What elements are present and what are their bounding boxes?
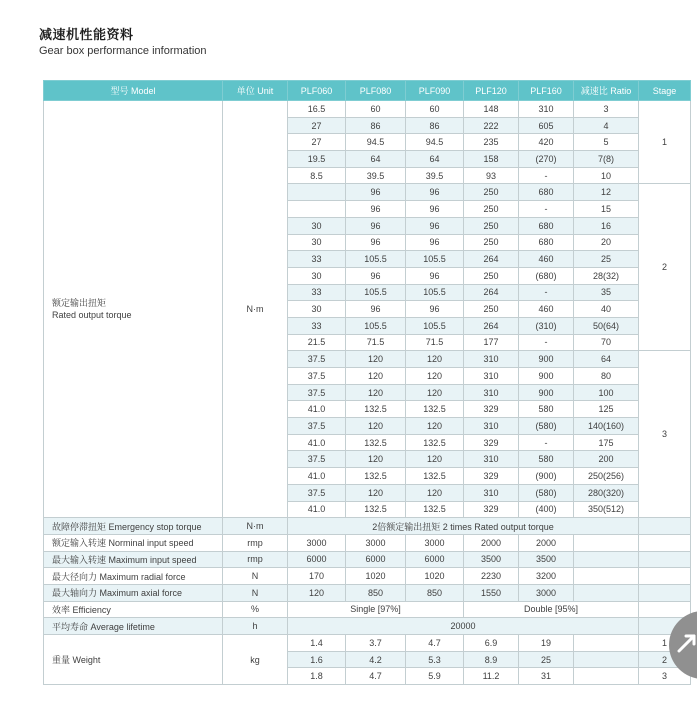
torque-value-cell: 94.5	[406, 134, 464, 151]
torque-value-cell: 10	[574, 167, 639, 184]
torque-value-cell: 105.5	[346, 317, 406, 334]
torque-row-label	[44, 101, 223, 518]
spec-value-cell: 6000	[406, 551, 464, 568]
spec-label-cell: 最大径向力 Maximum radial force	[44, 568, 223, 585]
empty-ratio-cell	[574, 668, 639, 685]
table-row	[44, 518, 691, 535]
torque-value-cell: 30	[288, 217, 346, 234]
torque-value-cell: 680	[519, 184, 574, 201]
torque-value-cell: -	[519, 284, 574, 301]
torque-value-cell: 264	[464, 317, 519, 334]
weight-value-cell: 1.6	[288, 651, 346, 668]
empty-ratio-cell	[574, 568, 639, 585]
torque-value-cell: 329	[464, 434, 519, 451]
table-body	[44, 101, 691, 685]
torque-value-cell: 580	[519, 401, 574, 418]
spec-value-cell: 3000	[346, 534, 406, 551]
torque-value-cell: 37.5	[288, 451, 346, 468]
torque-value-cell: 350(512)	[574, 501, 639, 518]
torque-value-cell: 60	[406, 101, 464, 118]
torque-value-cell: 310	[464, 368, 519, 385]
torque-value-cell: 420	[519, 134, 574, 151]
torque-value-cell: (580)	[519, 418, 574, 435]
stage-number-cell: 3	[639, 351, 691, 518]
torque-value-cell: 105.5	[406, 317, 464, 334]
torque-value-cell: 37.5	[288, 384, 346, 401]
torque-value-cell: 21.5	[288, 334, 346, 351]
torque-value-cell: 132.5	[406, 401, 464, 418]
torque-value-cell: 120	[346, 351, 406, 368]
torque-value-cell: 96	[346, 201, 406, 218]
col-header-plf090: PLF090	[406, 81, 464, 101]
torque-value-cell: (310)	[519, 317, 574, 334]
torque-value-cell: 680	[519, 217, 574, 234]
spec-value-cell: 3000	[519, 584, 574, 601]
torque-value-cell: 310	[464, 484, 519, 501]
torque-value-cell: 280(320)	[574, 484, 639, 501]
table-row	[44, 551, 691, 568]
torque-value-cell: 250	[464, 217, 519, 234]
spec-value-cell: 6000	[288, 551, 346, 568]
spec-value-cell: 1020	[406, 568, 464, 585]
spec-value-cell: 3000	[288, 534, 346, 551]
emergency-value-cell: 2倍额定输出扭矩 2 times Rated output torque	[288, 518, 639, 535]
torque-value-cell: 96	[346, 267, 406, 284]
torque-value-cell: 64	[406, 151, 464, 168]
spec-label-cell: 最大轴向力 Maximum axial force	[44, 584, 223, 601]
torque-value-cell: 680	[519, 234, 574, 251]
torque-value-cell: 40	[574, 301, 639, 318]
torque-label-en: Rated output torque	[52, 310, 132, 321]
weight-value-cell: 19	[519, 635, 574, 652]
torque-value-cell: 310	[464, 351, 519, 368]
weight-value-cell: 4.7	[406, 635, 464, 652]
torque-value-cell: 33	[288, 251, 346, 268]
spec-unit-cell: rmp	[223, 551, 288, 568]
weight-value-cell: 11.2	[464, 668, 519, 685]
spec-label-cell: 最大输入转速 Maximum input speed	[44, 551, 223, 568]
torque-value-cell: 19.5	[288, 151, 346, 168]
torque-value-cell: 41.0	[288, 434, 346, 451]
torque-value-cell: 132.5	[346, 501, 406, 518]
weight-label-cell: 重量 Weight	[44, 635, 223, 685]
torque-value-cell: 329	[464, 401, 519, 418]
torque-value-cell: 132.5	[346, 468, 406, 485]
torque-value-cell: 94.5	[346, 134, 406, 151]
spec-unit-cell: rmp	[223, 534, 288, 551]
empty-ratio-cell	[574, 635, 639, 652]
torque-value-cell: 105.5	[406, 284, 464, 301]
torque-value-cell: 132.5	[406, 501, 464, 518]
weight-value-cell: 8.9	[464, 651, 519, 668]
torque-value-cell: 132.5	[406, 468, 464, 485]
torque-value-cell: 250	[464, 234, 519, 251]
weight-stage-cell: 1	[639, 635, 691, 652]
weight-value-cell: 4.7	[346, 668, 406, 685]
torque-value-cell: 132.5	[346, 401, 406, 418]
torque-value-cell: 177	[464, 334, 519, 351]
torque-value-cell: 93	[464, 167, 519, 184]
spec-value-cell: 3500	[464, 551, 519, 568]
torque-value-cell: 12	[574, 184, 639, 201]
torque-value-cell: -	[519, 434, 574, 451]
spec-value-cell: 3200	[519, 568, 574, 585]
torque-value-cell: 33	[288, 317, 346, 334]
table-row	[44, 534, 691, 551]
torque-value-cell: 30	[288, 301, 346, 318]
torque-value-cell: 96	[346, 184, 406, 201]
table-header	[44, 81, 691, 101]
torque-value-cell: 60	[346, 101, 406, 118]
torque-value-cell: -	[519, 167, 574, 184]
torque-value-cell: 120	[406, 351, 464, 368]
torque-value-cell: 120	[346, 384, 406, 401]
torque-value-cell: 222	[464, 117, 519, 134]
torque-value-cell: 96	[346, 234, 406, 251]
torque-value-cell: 264	[464, 251, 519, 268]
torque-value-cell: 33	[288, 284, 346, 301]
torque-value-cell: 39.5	[346, 167, 406, 184]
col-header-plf080: PLF080	[346, 81, 406, 101]
weight-stage-cell: 3	[639, 668, 691, 685]
torque-value-cell: 310	[464, 418, 519, 435]
torque-value-cell: 125	[574, 401, 639, 418]
torque-unit-cell: N·m	[223, 101, 288, 518]
torque-value-cell: 20	[574, 234, 639, 251]
torque-value-cell: 30	[288, 267, 346, 284]
torque-value-cell: 41.0	[288, 501, 346, 518]
efficiency-label-cell: 效率 Efficiency	[44, 601, 223, 618]
empty-ratio-cell	[574, 534, 639, 551]
torque-value-cell: 105.5	[346, 284, 406, 301]
performance-table	[43, 80, 691, 685]
torque-value-cell: 16	[574, 217, 639, 234]
torque-value-cell: 329	[464, 501, 519, 518]
page-subtitle: Gear box performance information	[39, 45, 207, 57]
table-row	[44, 635, 691, 652]
torque-value-cell	[288, 201, 346, 218]
col-header-ratio: 减速比 Ratio	[574, 81, 639, 101]
torque-value-cell: 105.5	[406, 251, 464, 268]
torque-value-cell: 250	[464, 184, 519, 201]
weight-value-cell: 31	[519, 668, 574, 685]
torque-value-cell: 148	[464, 101, 519, 118]
lifetime-unit-cell: h	[223, 618, 288, 635]
weight-value-cell: 6.9	[464, 635, 519, 652]
empty-stage-cell	[639, 518, 691, 535]
torque-value-cell: 175	[574, 434, 639, 451]
torque-value-cell: 35	[574, 284, 639, 301]
torque-value-cell: 16.5	[288, 101, 346, 118]
torque-value-cell: 200	[574, 451, 639, 468]
torque-value-cell: 37.5	[288, 418, 346, 435]
torque-value-cell: 27	[288, 134, 346, 151]
col-header-stage: Stage	[639, 81, 691, 101]
torque-value-cell: 4	[574, 117, 639, 134]
torque-value-cell: 329	[464, 468, 519, 485]
torque-value-cell: 900	[519, 351, 574, 368]
torque-value-cell: 120	[346, 484, 406, 501]
efficiency-double-cell: Double [95%]	[464, 601, 639, 618]
weight-value-cell: 25	[519, 651, 574, 668]
torque-value-cell: 310	[464, 384, 519, 401]
torque-value-cell: 140(160)	[574, 418, 639, 435]
torque-value-cell: 158	[464, 151, 519, 168]
lifetime-value-cell: 20000	[288, 618, 639, 635]
torque-value-cell: 120	[406, 384, 464, 401]
spec-value-cell: 850	[346, 584, 406, 601]
torque-value-cell: 96	[346, 217, 406, 234]
empty-stage-cell	[639, 534, 691, 551]
torque-value-cell: 41.0	[288, 468, 346, 485]
torque-value-cell: 30	[288, 234, 346, 251]
torque-value-cell: 120	[346, 451, 406, 468]
empty-ratio-cell	[574, 651, 639, 668]
weight-stage-cell: 2	[639, 651, 691, 668]
torque-value-cell: (400)	[519, 501, 574, 518]
torque-value-cell: 70	[574, 334, 639, 351]
torque-value-cell: 250	[464, 301, 519, 318]
torque-value-cell: 264	[464, 284, 519, 301]
torque-value-cell: 96	[406, 217, 464, 234]
torque-value-cell: 50(64)	[574, 317, 639, 334]
page-title: 减速机性能资料	[39, 27, 134, 42]
torque-value-cell: 250	[464, 201, 519, 218]
spec-unit-cell: N	[223, 568, 288, 585]
weight-value-cell: 1.4	[288, 635, 346, 652]
stage-number-cell: 2	[639, 184, 691, 351]
torque-value-cell: 105.5	[346, 251, 406, 268]
torque-value-cell: (680)	[519, 267, 574, 284]
weight-value-cell: 3.7	[346, 635, 406, 652]
emergency-label-cell: 故障停滞扭矩 Emergency stop torque	[44, 518, 223, 535]
torque-value-cell: 460	[519, 251, 574, 268]
spec-unit-cell: N	[223, 584, 288, 601]
spec-value-cell: 2230	[464, 568, 519, 585]
torque-value-cell: 64	[574, 351, 639, 368]
torque-value-cell: -	[519, 201, 574, 218]
torque-value-cell: 120	[406, 484, 464, 501]
torque-value-cell: 41.0	[288, 401, 346, 418]
stage-number-cell: 1	[639, 101, 691, 184]
torque-value-cell: 120	[346, 418, 406, 435]
empty-stage-cell	[639, 568, 691, 585]
efficiency-unit-cell: %	[223, 601, 288, 618]
torque-value-cell: 120	[406, 368, 464, 385]
torque-value-cell: 27	[288, 117, 346, 134]
torque-value-cell: 3	[574, 101, 639, 118]
torque-value-cell: 580	[519, 451, 574, 468]
empty-stage-cell	[639, 551, 691, 568]
torque-value-cell: 310	[519, 101, 574, 118]
torque-value-cell: 80	[574, 368, 639, 385]
spec-value-cell: 850	[406, 584, 464, 601]
spec-value-cell: 3500	[519, 551, 574, 568]
empty-stage-cell	[639, 601, 691, 618]
torque-value-cell: 37.5	[288, 351, 346, 368]
torque-value-cell: 120	[346, 368, 406, 385]
torque-value-cell: 96	[406, 184, 464, 201]
torque-value-cell: 96	[346, 301, 406, 318]
table-row	[44, 584, 691, 601]
weight-unit-cell: kg	[223, 635, 288, 685]
torque-value-cell: 460	[519, 301, 574, 318]
spec-value-cell: 1550	[464, 584, 519, 601]
lifetime-label-cell: 平均寿命 Average lifetime	[44, 618, 223, 635]
torque-value-cell: 86	[406, 117, 464, 134]
torque-value-cell	[288, 184, 346, 201]
torque-value-cell: 25	[574, 251, 639, 268]
torque-value-cell: 120	[406, 418, 464, 435]
torque-value-cell: 71.5	[346, 334, 406, 351]
torque-value-cell: 86	[346, 117, 406, 134]
torque-value-cell: 250	[464, 267, 519, 284]
torque-value-cell: 96	[406, 201, 464, 218]
torque-value-cell: 96	[406, 234, 464, 251]
torque-value-cell: (900)	[519, 468, 574, 485]
spec-value-cell: 2000	[519, 534, 574, 551]
spec-value-cell: 170	[288, 568, 346, 585]
col-header-plf120: PLF120	[464, 81, 519, 101]
torque-value-cell: (270)	[519, 151, 574, 168]
torque-value-cell: 28(32)	[574, 267, 639, 284]
spec-value-cell: 1020	[346, 568, 406, 585]
torque-value-cell: 96	[406, 301, 464, 318]
empty-stage-cell	[639, 584, 691, 601]
torque-value-cell: 15	[574, 201, 639, 218]
spec-value-cell: 6000	[346, 551, 406, 568]
table-row	[44, 568, 691, 585]
torque-value-cell: 132.5	[406, 434, 464, 451]
torque-value-cell: 39.5	[406, 167, 464, 184]
torque-value-cell: 900	[519, 384, 574, 401]
torque-value-cell: 310	[464, 451, 519, 468]
torque-value-cell: 605	[519, 117, 574, 134]
spec-value-cell: 2000	[464, 534, 519, 551]
table-row	[44, 618, 691, 635]
torque-value-cell: 96	[406, 267, 464, 284]
torque-value-cell: 5	[574, 134, 639, 151]
torque-value-cell: 8.5	[288, 167, 346, 184]
table-row	[44, 601, 691, 618]
emergency-unit-cell: N·m	[223, 518, 288, 535]
table-row	[44, 101, 691, 118]
empty-ratio-cell	[574, 584, 639, 601]
torque-value-cell: 7(8)	[574, 151, 639, 168]
weight-value-cell: 5.3	[406, 651, 464, 668]
torque-value-cell: 132.5	[346, 434, 406, 451]
torque-value-cell: 100	[574, 384, 639, 401]
empty-ratio-cell	[574, 551, 639, 568]
col-header-unit: 单位 Unit	[223, 81, 288, 101]
efficiency-single-cell: Single [97%]	[288, 601, 464, 618]
torque-value-cell: 71.5	[406, 334, 464, 351]
torque-value-cell: 37.5	[288, 484, 346, 501]
torque-value-cell: 37.5	[288, 368, 346, 385]
weight-value-cell: 4.2	[346, 651, 406, 668]
torque-value-cell: 64	[346, 151, 406, 168]
spec-value-cell: 120	[288, 584, 346, 601]
col-header-plf060: PLF060	[288, 81, 346, 101]
torque-value-cell: (580)	[519, 484, 574, 501]
col-header-model: 型号 Model	[44, 81, 223, 101]
torque-value-cell: 120	[406, 451, 464, 468]
torque-value-cell: 900	[519, 368, 574, 385]
spec-value-cell: 3000	[406, 534, 464, 551]
torque-label-cn: 额定输出扭矩	[52, 298, 107, 309]
spec-label-cell: 额定输入转速 Norminal input speed	[44, 534, 223, 551]
torque-value-cell: -	[519, 334, 574, 351]
torque-value-cell: 235	[464, 134, 519, 151]
weight-value-cell: 1.8	[288, 668, 346, 685]
torque-value-cell: 250(256)	[574, 468, 639, 485]
weight-value-cell: 5.9	[406, 668, 464, 685]
col-header-plf160: PLF160	[519, 81, 574, 101]
